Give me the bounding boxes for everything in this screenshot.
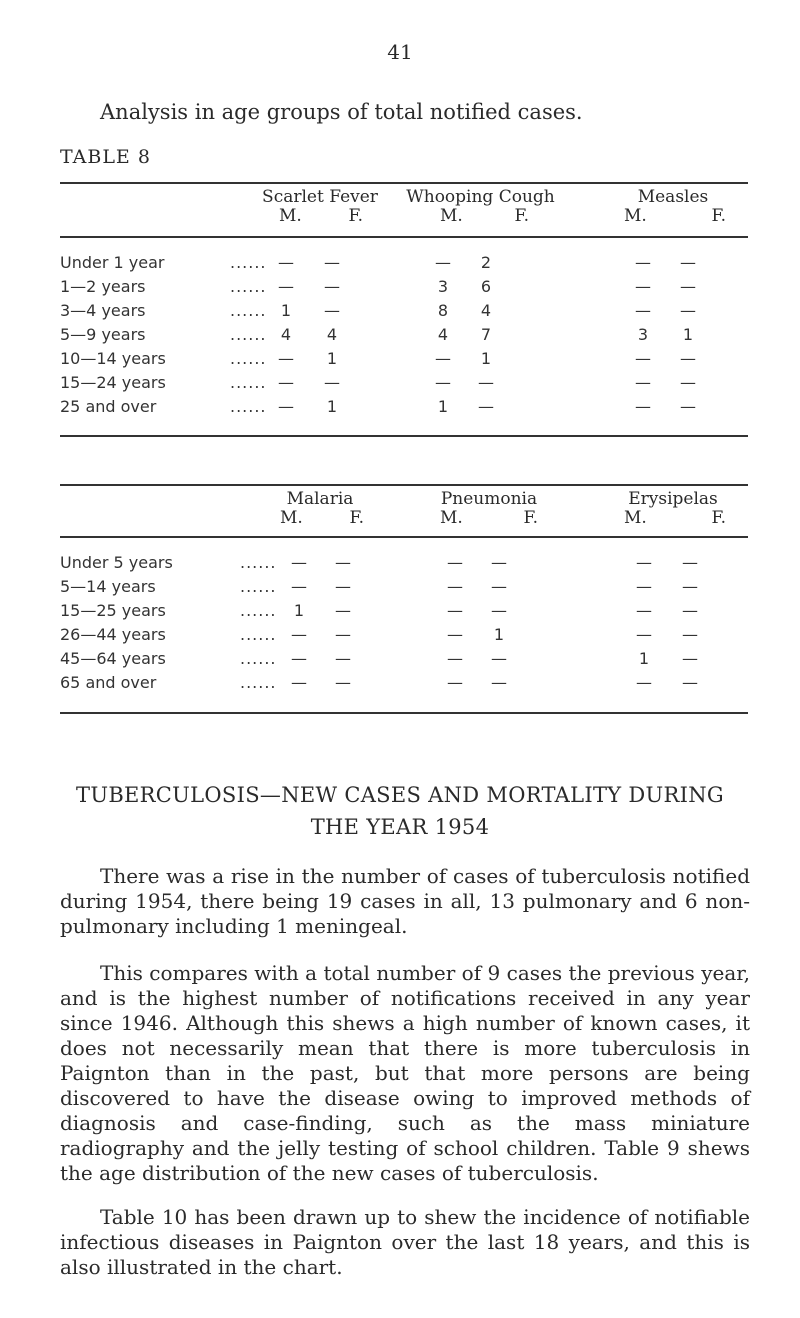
row-label: 5—14 years — [60, 577, 156, 596]
row-label: 10—14 years — [60, 349, 166, 368]
cell: — — [636, 625, 652, 644]
cell: 1 — [326, 397, 338, 416]
row-label: Under 5 years — [60, 553, 173, 572]
male-header: M. — [440, 508, 463, 528]
row-label: 25 and over — [60, 397, 157, 416]
cell: — — [491, 673, 507, 692]
cell: — — [680, 253, 696, 272]
leader-dots: ...... — [230, 349, 267, 368]
paragraph-2: This compares with a total number of 9 cases the previous year, and is the highest number of notifications received in any year since 1946. Although this shews a high number of known cases, it does not necessarily mean that there is more tuberculosis in Paignton than in the past, but that more persons are being discovered to have the disease owing to improved methods of diagnosis and case-finding, such as the mass miniature radiography and the jelly testing of school children. Table 9 shews the age distribution of the new cases of tuberculosis. — [60, 961, 750, 1185]
group-name: Pneumonia — [440, 489, 538, 509]
cell: — — [278, 349, 294, 368]
table-b-bottom-rule — [60, 712, 748, 714]
cell: — — [680, 277, 696, 296]
cell: — — [324, 373, 340, 392]
cell: — — [278, 373, 294, 392]
cell: — — [335, 625, 351, 644]
table-b-group-pneumonia — [424, 490, 554, 528]
leader-dots: ...... — [240, 649, 277, 668]
cell: — — [635, 373, 651, 392]
cell: 4 — [280, 325, 292, 344]
cell: — — [682, 649, 698, 668]
table-row — [60, 349, 750, 373]
cell: — — [447, 649, 463, 668]
cell: — — [447, 553, 463, 572]
male-header: M. — [280, 508, 303, 528]
cell: — — [447, 601, 463, 620]
cell: — — [682, 673, 698, 692]
row-label: 65 and over — [60, 673, 157, 692]
cell: — — [491, 601, 507, 620]
table-b-header-rule — [60, 536, 748, 538]
cell: — — [335, 649, 351, 668]
cell: — — [682, 625, 698, 644]
cell: — — [682, 553, 698, 572]
row-label: Under 1 year — [60, 253, 165, 272]
cell: — — [635, 277, 651, 296]
table-label: TABLE 8 — [60, 146, 151, 168]
cell: — — [291, 673, 307, 692]
table-a-group-scarlet-fever — [255, 188, 385, 226]
row-label: 15—25 years — [60, 601, 166, 620]
leader-dots: ...... — [230, 397, 267, 416]
female-header: F. — [349, 508, 364, 528]
cell: 1 — [293, 601, 305, 620]
cell: 1 — [480, 349, 492, 368]
paragraph-3: Table 10 has been drawn up to shew the incidence of notifiable infectious diseases in Paignton over the last 18 years, and this is also illustrated in the chart. — [60, 1205, 750, 1279]
section-title: TUBERCULOSIS—NEW CASES AND MORTALITY DURING — [76, 783, 724, 807]
table-b-group-erysipelas — [610, 490, 736, 528]
group-name: Whooping Cough — [406, 187, 555, 207]
leader-dots: ...... — [230, 373, 267, 392]
cell: — — [635, 349, 651, 368]
male-header: M. — [624, 206, 647, 226]
table-b-group-malaria — [264, 490, 376, 528]
cell: — — [680, 373, 696, 392]
female-header: F. — [711, 206, 726, 226]
cell: 6 — [480, 277, 492, 296]
cell: — — [635, 253, 651, 272]
female-header: F. — [514, 206, 529, 226]
cell: — — [635, 397, 651, 416]
cell: — — [291, 553, 307, 572]
cell: — — [478, 397, 494, 416]
cell: — — [278, 253, 294, 272]
group-name: Malaria — [286, 489, 354, 509]
table-row — [60, 397, 750, 421]
cell: 4 — [480, 301, 492, 320]
cell: 3 — [637, 325, 649, 344]
table-a-group-measles — [614, 188, 732, 226]
table-a-bottom-rule — [60, 435, 748, 437]
cell: — — [636, 553, 652, 572]
cell: — — [447, 577, 463, 596]
cell: 8 — [437, 301, 449, 320]
section-subtitle: THE YEAR 1954 — [310, 815, 490, 839]
cell: — — [682, 577, 698, 596]
cell: — — [636, 673, 652, 692]
cell: — — [291, 649, 307, 668]
leader-dots: ...... — [240, 553, 277, 572]
cell: — — [478, 373, 494, 392]
row-label: 3—4 years — [60, 301, 146, 320]
leader-dots: ...... — [240, 577, 277, 596]
group-name: Scarlet Fever — [262, 187, 378, 207]
table-row — [60, 601, 750, 625]
cell: — — [324, 253, 340, 272]
cell: — — [636, 601, 652, 620]
cell: 1 — [437, 397, 449, 416]
row-label: 15—24 years — [60, 373, 166, 392]
row-label: 45—64 years — [60, 649, 166, 668]
leader-dots: ...... — [240, 601, 277, 620]
cell: — — [278, 277, 294, 296]
male-header: M. — [279, 206, 302, 226]
cell: 4 — [326, 325, 338, 344]
cell: 1 — [682, 325, 694, 344]
cell: 3 — [437, 277, 449, 296]
leader-dots: ...... — [230, 253, 267, 272]
paragraph-1: There was a rise in the number of cases of tuberculosis notified during 1954, there being 19 cases in all, 13 pulmonary and 6 non-pulmonary including 1 meningeal. — [60, 864, 750, 938]
cell: — — [335, 673, 351, 692]
cell: — — [635, 301, 651, 320]
cell: — — [447, 673, 463, 692]
row-label: 1—2 years — [60, 277, 146, 296]
cell: — — [324, 277, 340, 296]
cell: — — [680, 397, 696, 416]
leader-dots: ...... — [230, 301, 267, 320]
cell: 2 — [480, 253, 492, 272]
cell: — — [278, 397, 294, 416]
cell: — — [682, 601, 698, 620]
table-row — [60, 673, 750, 697]
male-header: M. — [624, 508, 647, 528]
cell: — — [335, 577, 351, 596]
female-header: F. — [348, 206, 363, 226]
cell: — — [335, 601, 351, 620]
leader-dots: ...... — [240, 625, 277, 644]
table-row — [60, 325, 750, 349]
table-row — [60, 373, 750, 397]
cell: — — [636, 577, 652, 596]
male-header: M. — [440, 206, 463, 226]
table-row — [60, 625, 750, 649]
table-a-group-whooping-cough — [388, 188, 573, 226]
cell: — — [435, 349, 451, 368]
table-row — [60, 577, 750, 601]
table-row — [60, 301, 750, 325]
cell: — — [680, 349, 696, 368]
table-row — [60, 253, 750, 277]
cell: 1 — [280, 301, 292, 320]
female-header: F. — [523, 508, 538, 528]
table-row — [60, 649, 750, 673]
female-header: F. — [711, 508, 726, 528]
cell: — — [291, 577, 307, 596]
cell: — — [335, 553, 351, 572]
row-label: 26—44 years — [60, 625, 166, 644]
leader-dots: ...... — [240, 673, 277, 692]
cell: — — [324, 301, 340, 320]
cell: — — [680, 301, 696, 320]
cell: 1 — [638, 649, 650, 668]
cell: — — [491, 649, 507, 668]
table-row — [60, 277, 750, 301]
cell: — — [435, 253, 451, 272]
cell: 4 — [437, 325, 449, 344]
table-a-header-rule — [60, 236, 748, 238]
leader-dots: ...... — [230, 325, 267, 344]
cell: — — [291, 625, 307, 644]
row-label: 5—9 years — [60, 325, 146, 344]
group-name: Erysipelas — [628, 489, 718, 509]
cell: 1 — [493, 625, 505, 644]
page-number: 41 — [387, 40, 413, 64]
table-row — [60, 553, 750, 577]
cell: 1 — [326, 349, 338, 368]
table-b-top-rule — [60, 484, 748, 486]
cell: — — [435, 373, 451, 392]
cell: — — [491, 577, 507, 596]
cell: — — [447, 625, 463, 644]
page-heading: Analysis in age groups of total notified cases. — [100, 100, 583, 124]
cell: 7 — [480, 325, 492, 344]
leader-dots: ...... — [230, 277, 267, 296]
table-a-top-rule — [60, 182, 748, 184]
cell: — — [491, 553, 507, 572]
group-name: Measles — [637, 187, 709, 207]
